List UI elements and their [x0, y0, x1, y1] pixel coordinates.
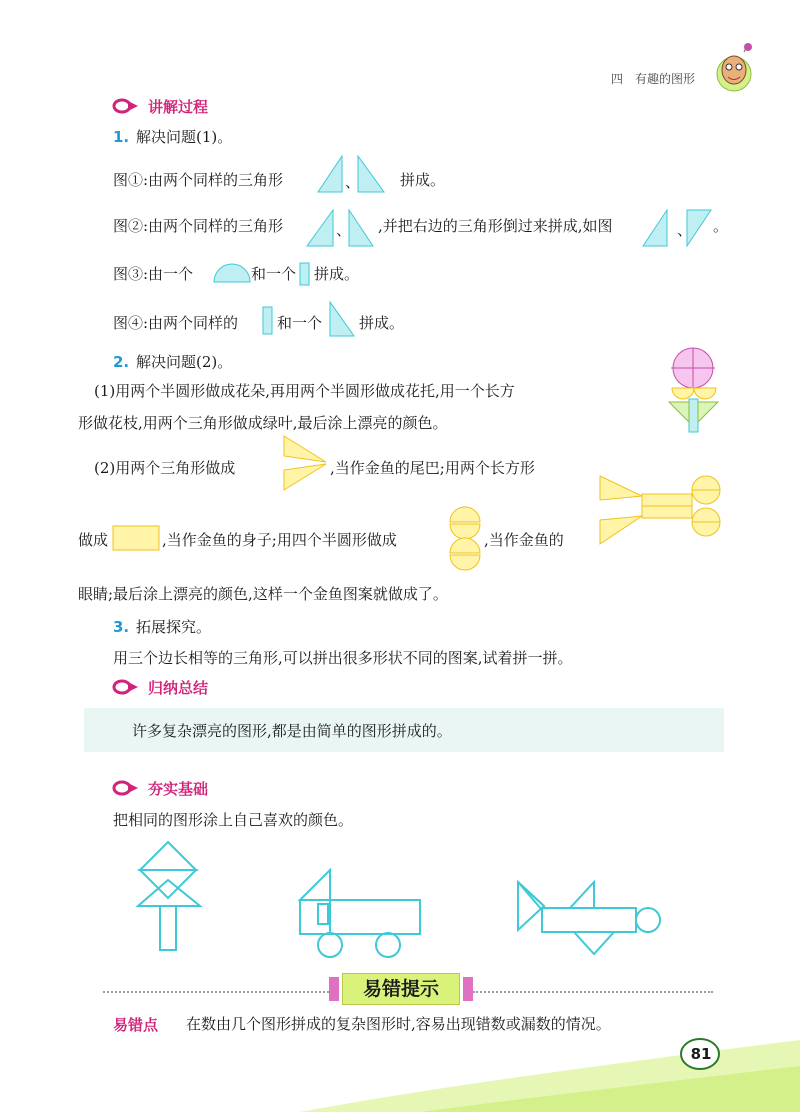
fish-tail-triangles	[282, 434, 330, 494]
fish-body-rectangle	[112, 524, 162, 554]
truck-outline-figure	[296, 866, 426, 960]
step-number: 3.	[113, 618, 130, 636]
fig4-text-c: 拼成。	[359, 314, 405, 332]
page-number: 81	[690, 1045, 712, 1063]
triangle-shape-left	[307, 210, 333, 246]
summary-text: 许多复杂漂亮的图形,都是由简单的图形拼成的。	[132, 722, 452, 740]
paragraph-line: 做成	[78, 531, 109, 549]
paragraph-line: (2)用两个三角形做成	[94, 459, 236, 477]
airplane-outline-figure	[514, 878, 664, 956]
error-point-text: 在数由几个图形拼成的复杂图形时,容易出现错数或漏数的情况。	[186, 1015, 611, 1033]
error-point-label: 易错点	[113, 1016, 159, 1034]
paragraph-line: 眼睛;最后涂上漂亮的颜色,这样一个金鱼图案就做成了。	[78, 585, 448, 603]
semicircle-shape	[212, 262, 252, 284]
fig2-text-a: 图②:由两个同样的三角形	[113, 217, 284, 235]
chapter-header: 四 有趣的图形	[611, 72, 696, 86]
divider	[103, 991, 329, 993]
section-arrow-icon	[112, 98, 142, 114]
fig4-text-b: 和一个	[277, 314, 323, 332]
fig3-text-a: 图③:由一个	[113, 265, 194, 283]
rectangle-shape	[262, 306, 274, 336]
section-title-summary: 归纳总结	[148, 679, 209, 697]
fig1-text-a: 图①:由两个同样的三角形	[113, 171, 284, 189]
fig1-text-c: 拼成。	[400, 171, 446, 189]
triangle-shape	[328, 300, 356, 338]
fish-eye-semicircles	[447, 507, 483, 571]
paragraph-line: ,当作金鱼的	[484, 531, 564, 549]
triangle-shape-right	[349, 210, 373, 246]
practice-instruction: 把相同的图形涂上自己喜欢的颜色。	[113, 811, 354, 829]
section-arrow-icon	[112, 780, 142, 796]
mascot-icon	[714, 42, 758, 94]
triangle-shape-left	[318, 156, 342, 192]
step-title: 解决问题(2)。	[136, 353, 233, 371]
rectangle-shape	[299, 262, 311, 286]
fig2-text-b: 、	[336, 221, 352, 239]
fig3-text-b: 和一个	[251, 265, 297, 283]
fig1-text-b: 、	[345, 173, 361, 191]
section-title-explain: 讲解过程	[148, 98, 209, 116]
flower-picture	[664, 346, 730, 436]
triangle-shape-left	[643, 210, 667, 246]
step-number: 1.	[113, 128, 130, 146]
fig3-text-c: 拼成。	[314, 265, 360, 283]
step-number: 2.	[113, 353, 130, 371]
fig4-text-a: 图④:由两个同样的	[113, 314, 239, 332]
paragraph-line: (1)用两个半圆形做成花朵,再用两个半圆形做成花托,用一个长方	[94, 382, 515, 400]
paragraph-line: ,当作金鱼的尾巴;用两个长方形	[330, 459, 535, 477]
step-title: 解决问题(1)。	[136, 128, 233, 146]
fig2-text-e: 。	[713, 217, 729, 235]
step-title: 拓展探究。	[136, 618, 212, 636]
goldfish-picture	[598, 470, 724, 550]
paragraph-line: ,当作金鱼的身子;用四个半圆形做成	[162, 531, 397, 549]
tree-outline-figure	[136, 840, 206, 952]
triangle-shape-right	[358, 156, 384, 192]
fig2-text-d: 、	[677, 221, 693, 239]
section-arrow-icon	[112, 679, 142, 695]
paragraph-line: 形做花枝,用两个三角形做成绿叶,最后涂上漂亮的颜色。	[78, 414, 448, 432]
fig2-text-c: ,并把右边的三角形倒过来拼成,如图	[378, 217, 613, 235]
section-title-practice: 夯实基础	[148, 780, 209, 798]
tip-banner: 易错提示	[342, 973, 460, 1005]
divider	[473, 991, 713, 993]
paragraph-line: 用三个边长相等的三角形,可以拼出很多形状不同的图案,试着拼一拼。	[113, 649, 573, 667]
